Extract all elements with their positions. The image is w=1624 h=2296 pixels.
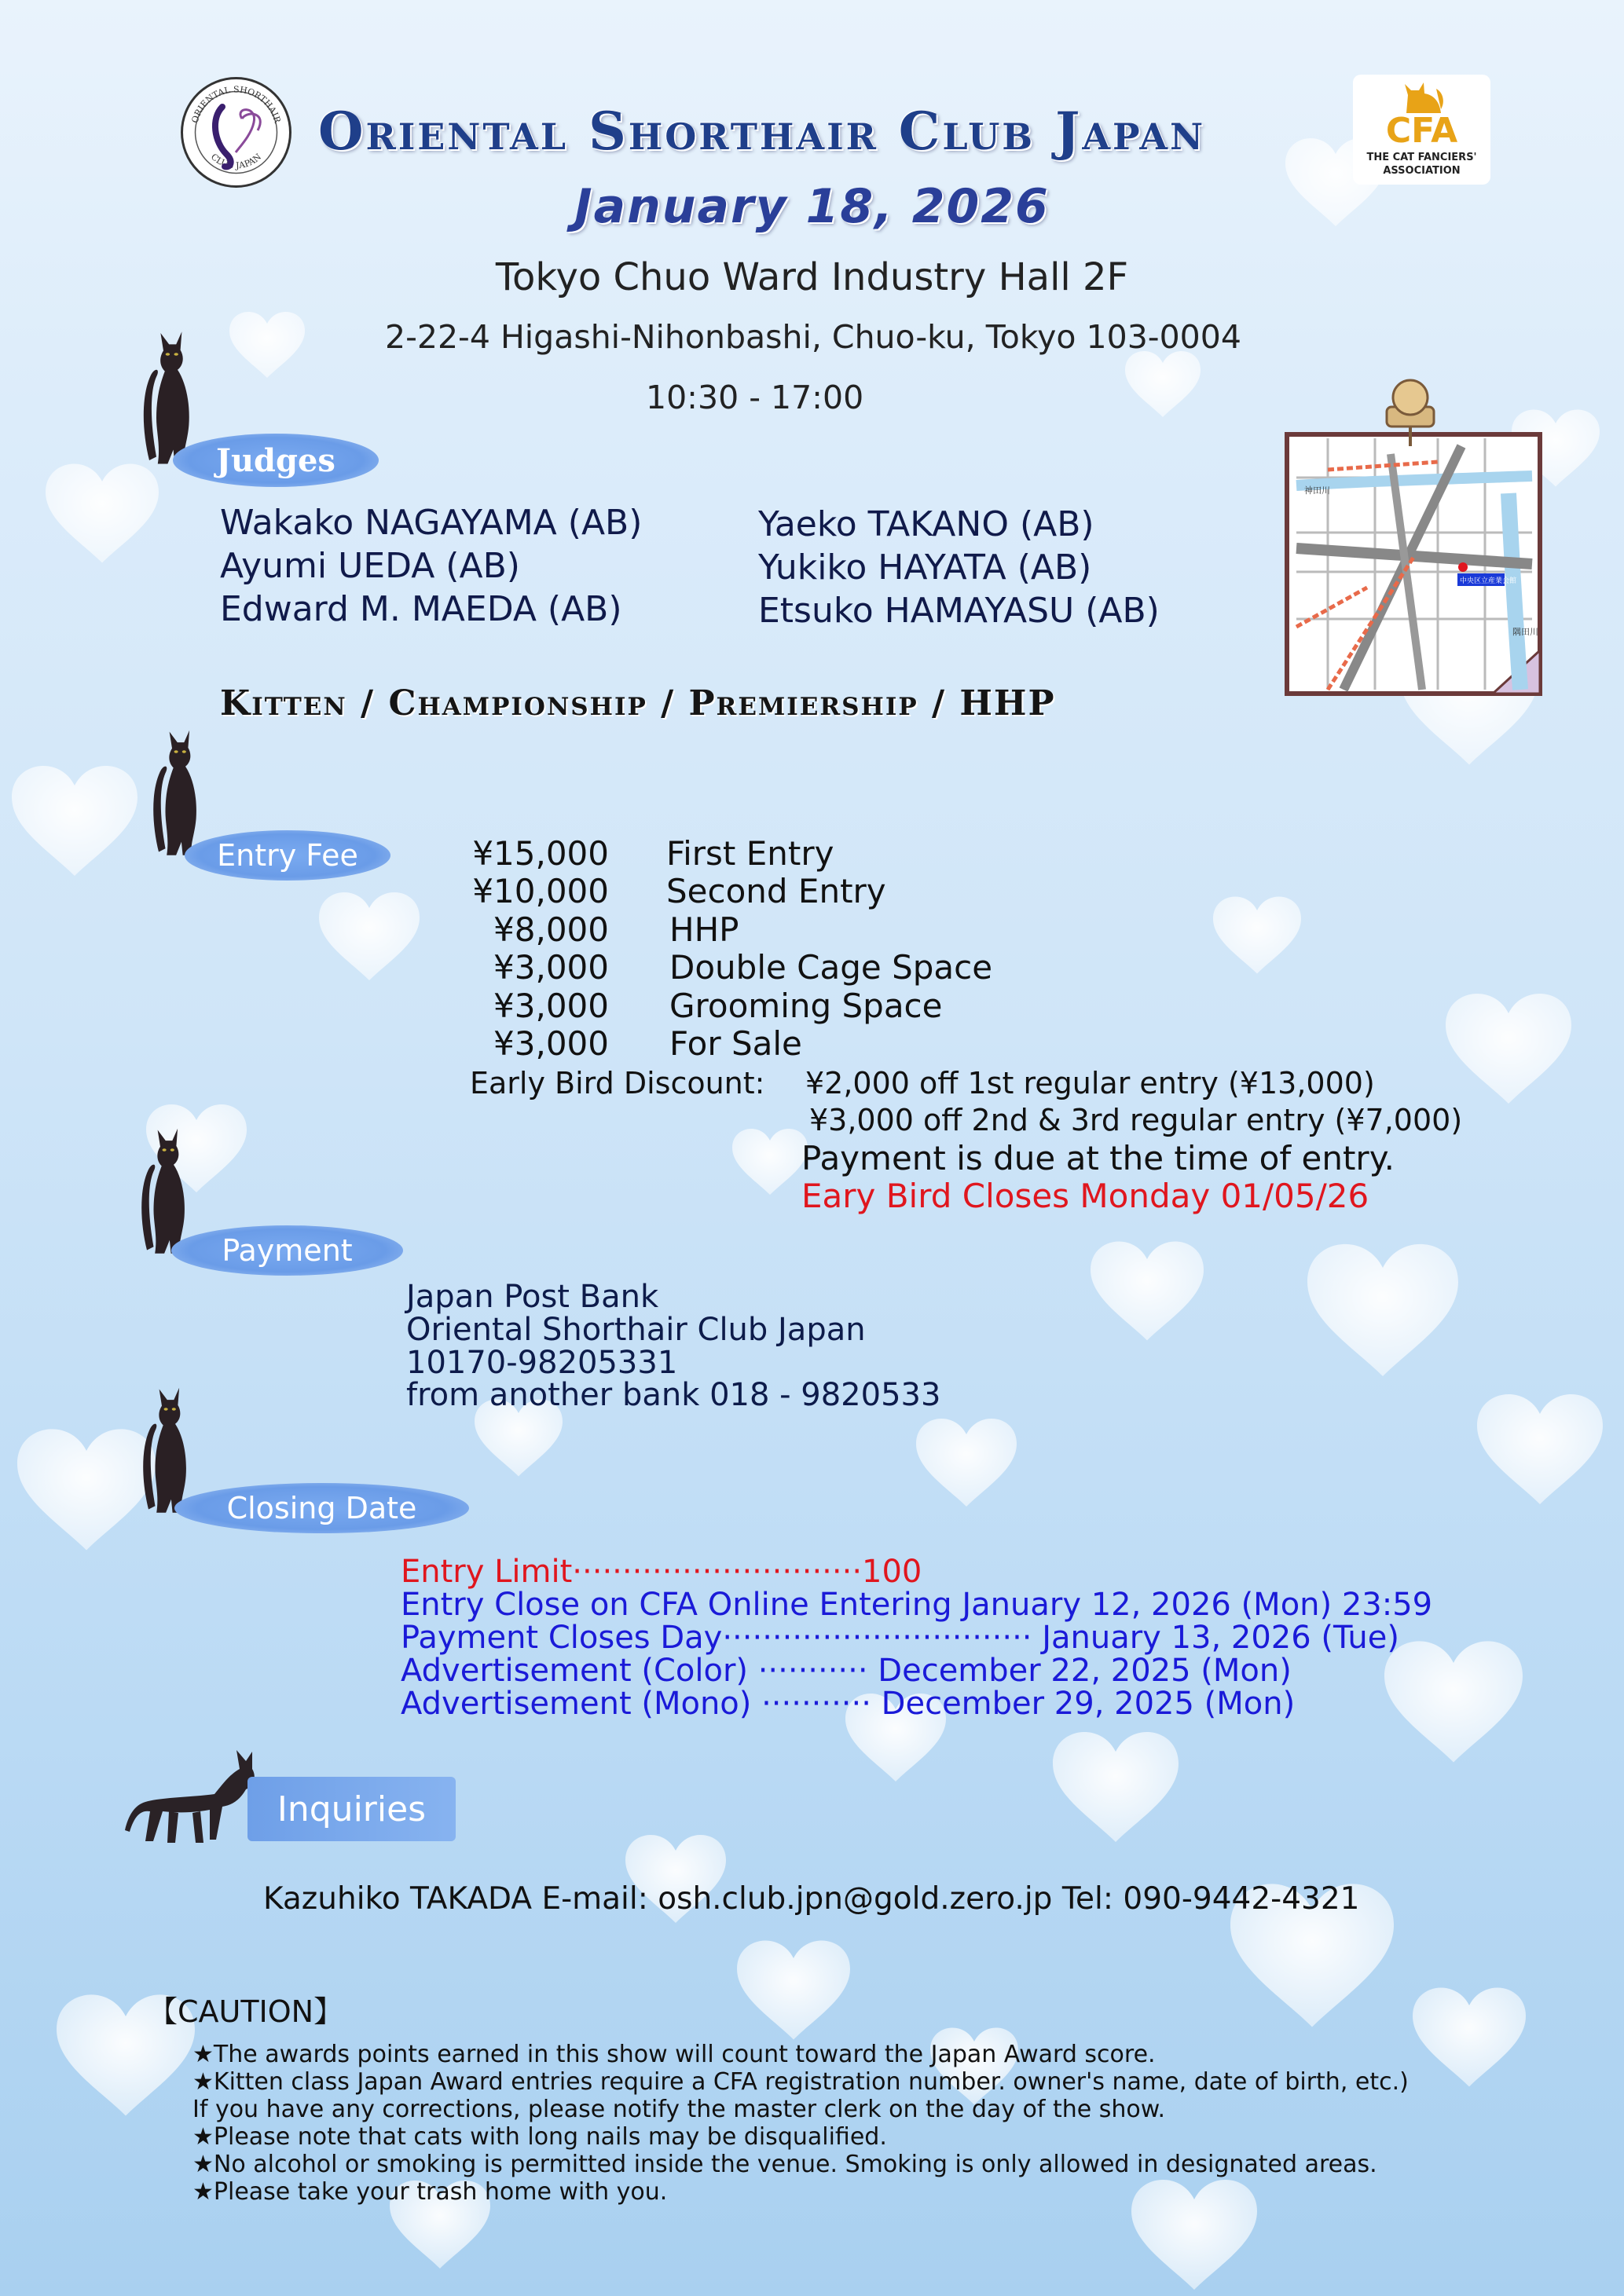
- closing-line: Entry Close on CFA Online Entering January 12, 2026 (Mon) 23:59: [401, 1587, 1433, 1623]
- svg-text:神田川: 神田川: [1304, 485, 1330, 496]
- show-classes: Kitten / Championship / Premiership / HHP: [220, 683, 1056, 723]
- caution-heading: 【CAUTION】: [148, 1994, 344, 2029]
- fee-label: Double Cage Space: [669, 948, 993, 987]
- venue-map: [1281, 375, 1548, 705]
- payment-line: Japan Post Bank: [406, 1279, 659, 1315]
- early-bird-close: Eary Bird Closes Monday 01/05/26: [801, 1177, 1369, 1215]
- caution-item: ★Kitten class Japan Award entries require a CFA registration number. owner's name, date of birth, etc.): [192, 2068, 1409, 2096]
- early-bird-discount-1: ¥2,000 off 1st regular entry (¥13,000): [805, 1066, 1375, 1100]
- payment-line: Oriental Shorthair Club Japan: [406, 1312, 866, 1348]
- early-bird-discount-2: ¥3,000 off 2nd & 3rd regular entry (¥7,000): [809, 1103, 1463, 1137]
- walking-cat-icon: [122, 1745, 259, 1847]
- closing-line: Payment Closes Day······························· January 13, 2026 (Tue): [401, 1620, 1399, 1656]
- club-logo: [179, 75, 293, 189]
- fee-amount: ¥3,000: [493, 948, 609, 987]
- venue-name: Tokyo Chuo Ward Industry Hall 2F: [495, 255, 1129, 299]
- judges-heading: Judges: [173, 434, 379, 487]
- cfa-line-2: ASSOCIATION: [1383, 165, 1461, 177]
- fee-label: First Entry: [666, 834, 834, 873]
- judge-left-3: Edward M. MAEDA (AB): [220, 589, 622, 629]
- entry-limit: Entry Limit·····························100: [401, 1554, 922, 1590]
- show-date: January 18, 2026: [574, 179, 1050, 234]
- cfa-mark: CFA: [1385, 111, 1458, 151]
- venue-address: 2-22-4 Higashi-Nihonbashi, Chuo-ku, Tokyo 103-0004: [385, 318, 1241, 356]
- fee-amount: ¥3,000: [493, 987, 609, 1025]
- fee-label: Second Entry: [666, 872, 886, 910]
- closing-date-heading: Closing Date: [174, 1483, 469, 1533]
- inquiries-heading: Inquiries: [247, 1777, 456, 1841]
- fee-label: For Sale: [669, 1024, 802, 1063]
- caution-item: ★Please note that cats with long nails may be disqualified.: [192, 2123, 887, 2151]
- caution-item: ★No alcohol or smoking is permitted inside the venue. Smoking is only allowed in designated areas.: [192, 2151, 1377, 2178]
- svg-text:CLUB JAPAN: CLUB JAPAN: [208, 152, 264, 171]
- fee-label: Grooming Space: [669, 987, 943, 1025]
- club-title: Oriental Shorthair Club Japan: [318, 101, 1206, 162]
- judge-right-2: Yukiko HAYATA (AB): [758, 547, 1092, 588]
- judge-right-1: Yaeko TAKANO (AB): [758, 504, 1094, 544]
- svg-text:隅田川: 隅田川: [1512, 627, 1538, 637]
- inquiries-contact: Kazuhiko TAKADA E-mail: osh.club.jpn@gold.zero.jp Tel: 090-9442-4321: [263, 1881, 1360, 1917]
- cfa-line-1: THE CAT FANCIERS': [1366, 152, 1477, 163]
- svg-text:中央区立産業会館: 中央区立産業会館: [1460, 577, 1517, 585]
- fee-label: HHP: [669, 910, 739, 949]
- payment-line: 10170-98205331: [406, 1345, 678, 1381]
- entry-fee-heading: Entry Fee: [185, 830, 390, 881]
- cfa-logo: [1353, 75, 1490, 185]
- closing-line: Advertisement (Color) ··········· December 22, 2025 (Mon): [401, 1653, 1292, 1689]
- fee-amount: ¥15,000: [472, 834, 609, 873]
- caution-item: ★Please take your trash home with you.: [192, 2178, 668, 2206]
- fee-amount: ¥3,000: [493, 1024, 609, 1063]
- judge-left-1: Wakako NAGAYAMA (AB): [220, 503, 643, 543]
- show-hours: 10:30 - 17:00: [646, 379, 864, 416]
- fee-amount: ¥10,000: [472, 872, 609, 910]
- payment-due-note: Payment is due at the time of entry.: [801, 1139, 1395, 1177]
- judge-right-3: Etsuko HAMAYASU (AB): [758, 591, 1160, 631]
- closing-line: Advertisement (Mono) ··········· December 29, 2025 (Mon): [401, 1686, 1296, 1722]
- judge-left-2: Ayumi UEDA (AB): [220, 546, 520, 586]
- early-bird-label: Early Bird Discount:: [470, 1066, 765, 1100]
- payment-line: from another bank 018 - 9820533: [406, 1377, 941, 1413]
- caution-item: ★The awards points earned in this show will count toward the Japan Award score.: [192, 2041, 1156, 2068]
- caution-item: If you have any corrections, please notify the master clerk on the day of the show.: [192, 2096, 1166, 2123]
- svg-text:ORIENTAL SHORTHAIR: ORIENTAL SHORTHAIR: [189, 84, 283, 125]
- fee-amount: ¥8,000: [493, 910, 609, 949]
- payment-heading: Payment: [171, 1225, 403, 1276]
